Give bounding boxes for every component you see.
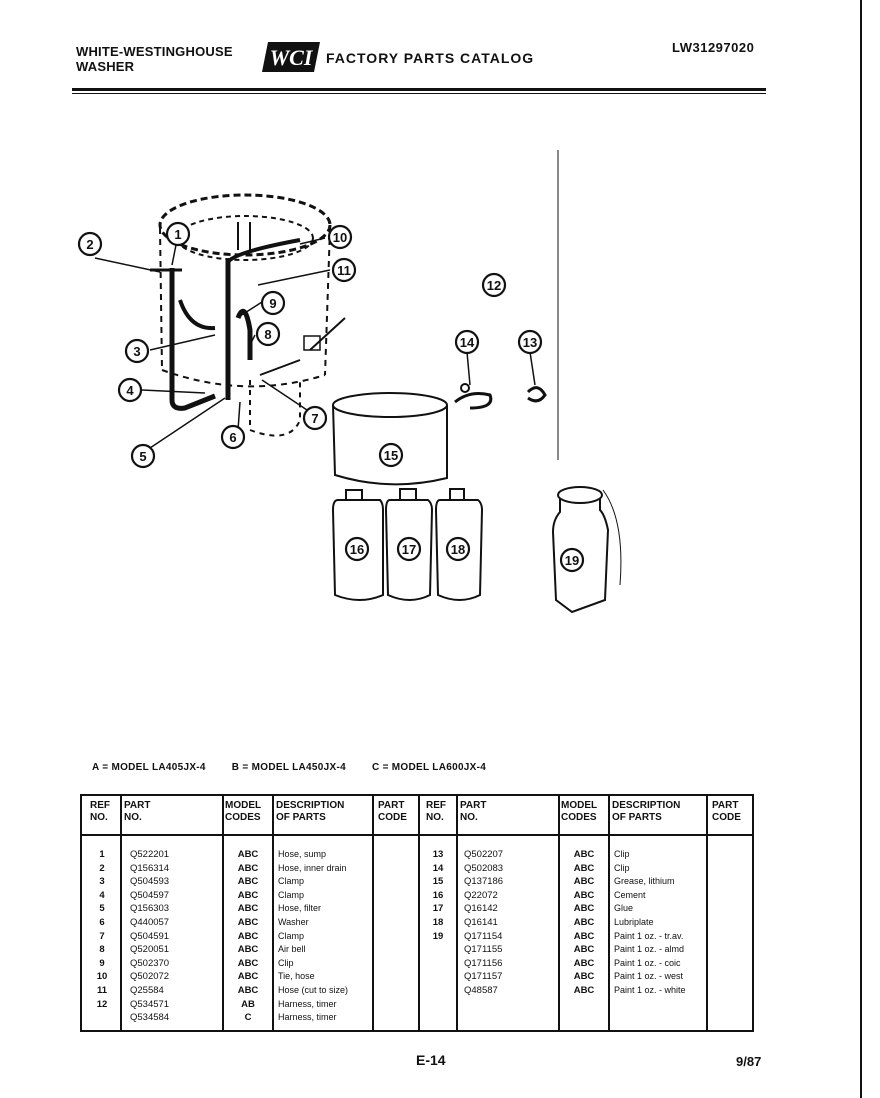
- svg-text:8: 8: [264, 327, 272, 342]
- svg-text:12: 12: [486, 278, 502, 293]
- model-code-column-2: [564, 848, 604, 998]
- desc-cell: Grease, lithium: [614, 876, 675, 887]
- part-cell: Q156314: [130, 862, 170, 874]
- svg-text:6: 6: [229, 430, 237, 445]
- model-cell: ABC: [573, 957, 595, 969]
- desc-cell: Paint 1 oz. - coic: [614, 957, 681, 968]
- part-cell: Q25584: [130, 984, 164, 996]
- model-cell: ABC: [237, 889, 259, 901]
- model-cell: ABC: [573, 849, 595, 860]
- callout-8: [257, 323, 279, 345]
- model-cell: ABC: [237, 984, 259, 996]
- ref-cell: 10: [96, 971, 108, 983]
- ref-cell: 15: [432, 876, 444, 888]
- callout-17: [398, 538, 420, 560]
- desc-cell: Clip: [614, 849, 630, 859]
- ref-cell: 13: [432, 849, 444, 860]
- part-cell: Q522201: [130, 849, 170, 860]
- part-cell: Q171154: [464, 930, 503, 942]
- callout-16: [346, 538, 368, 560]
- model-cell: ABC: [237, 876, 259, 888]
- part-cell: Q48587: [464, 984, 498, 996]
- header-part-no: PART NO.: [124, 800, 151, 823]
- svg-text:7: 7: [311, 411, 319, 426]
- logo-text: WCI: [269, 45, 313, 70]
- ref-cell: 16: [432, 889, 444, 901]
- model-cell: ABC: [237, 903, 259, 915]
- part-cell: Q504597: [130, 889, 170, 901]
- part-cell: Q534584: [130, 1012, 170, 1024]
- model-cell: ABC: [573, 916, 595, 928]
- ref-column: [88, 848, 116, 1025]
- callout-7: [304, 407, 326, 429]
- svg-text:16: 16: [349, 542, 365, 557]
- part-cell: Q137186: [464, 876, 504, 888]
- part-cell: Q440057: [130, 916, 170, 928]
- desc-cell: Clamp: [278, 876, 305, 887]
- description-column: [278, 848, 348, 1025]
- part-cell: Q520051: [130, 944, 170, 956]
- wci-logo-icon: [262, 40, 322, 74]
- ref-cell: 14: [432, 862, 444, 874]
- model-cell: ABC: [573, 984, 595, 996]
- parts-diagram: [60, 140, 660, 620]
- model-cell: ABC: [573, 971, 595, 983]
- model-cell: ABC: [573, 944, 595, 956]
- callout-19: [561, 549, 583, 571]
- svg-text:13: 13: [522, 335, 538, 350]
- ref-cell: 9: [99, 957, 105, 969]
- ref-column-2: [424, 848, 452, 943]
- desc-cell: Harness, timer: [278, 998, 337, 1009]
- callout-13: [519, 331, 541, 353]
- part-cell: Q534571: [130, 998, 170, 1010]
- callout-15: [380, 444, 402, 466]
- header-model-codes-2: MODEL CODES: [561, 800, 598, 823]
- header-description-2: DESCRIPTION OF PARTS: [612, 800, 681, 823]
- ref-cell: 4: [99, 889, 105, 901]
- part-cell: Q502072: [130, 971, 170, 983]
- ref-cell: 12: [96, 998, 108, 1010]
- ref-cell: 17: [432, 903, 444, 915]
- svg-text:10: 10: [332, 230, 348, 245]
- desc-cell: Tie, hose: [278, 971, 315, 982]
- part-cell: Q171157: [464, 971, 503, 983]
- model-cell: ABC: [573, 930, 595, 942]
- ref-cell: 1: [99, 849, 105, 860]
- desc-cell: Hose, inner drain: [278, 862, 347, 873]
- ref-cell: 3: [99, 876, 105, 888]
- model-cell: ABC: [573, 862, 595, 874]
- svg-text:9: 9: [269, 296, 277, 311]
- model-cell: ABC: [573, 876, 595, 888]
- model-cell: C: [244, 1012, 252, 1024]
- model-b: B = MODEL LA450JX-4: [231, 762, 346, 773]
- model-cell: ABC: [237, 971, 259, 983]
- revision-date: 9/87: [736, 1054, 762, 1069]
- callout-10: [329, 226, 351, 248]
- ref-cell: 8: [99, 944, 105, 956]
- model-code-column: [228, 848, 268, 1025]
- desc-cell: Paint 1 oz. - almd: [614, 944, 685, 955]
- ref-cell: 5: [99, 903, 105, 915]
- callout-5: [132, 445, 154, 467]
- header-model-codes: MODEL CODES: [225, 800, 262, 823]
- callout-12: [483, 274, 505, 296]
- callout-4: [119, 379, 141, 401]
- desc-cell: Cement: [614, 889, 646, 900]
- ref-cell: 7: [99, 930, 105, 942]
- model-cell: ABC: [237, 930, 259, 942]
- part-cell: Q502370: [130, 957, 170, 969]
- part-cell: Q171155: [464, 944, 503, 956]
- header-rule: [72, 88, 766, 91]
- part-cell: Q502083: [464, 862, 504, 874]
- model-cell: ABC: [573, 903, 595, 915]
- ref-cell: 18: [432, 916, 444, 928]
- model-cell: ABC: [237, 944, 259, 956]
- model-a: A = MODEL LA405JX-4: [92, 762, 206, 773]
- part-cell: Q16141: [464, 916, 498, 928]
- parts-table: [80, 794, 754, 1032]
- desc-cell: Clip: [614, 862, 630, 873]
- svg-text:4: 4: [126, 383, 134, 398]
- page-number: E-14: [416, 1052, 446, 1068]
- table-header-rule: [82, 834, 752, 836]
- catalog-title: FACTORY PARTS CATALOG: [326, 50, 535, 66]
- model-cell: ABC: [573, 889, 595, 901]
- document-number: LW31297020: [672, 40, 755, 55]
- part-number-column: [130, 848, 169, 1025]
- ref-cell: 6: [99, 916, 105, 928]
- header-part-code: PART CODE: [378, 800, 407, 823]
- svg-text:15: 15: [383, 448, 399, 463]
- callout-3: [126, 340, 148, 362]
- callout-1: [167, 223, 189, 245]
- ref-cell: 2: [99, 862, 105, 874]
- desc-cell: Washer: [278, 916, 309, 927]
- model-cell: ABC: [237, 849, 259, 860]
- header-part-no-2: PART NO.: [460, 800, 487, 823]
- model-cell: ABC: [237, 862, 259, 874]
- part-cell: Q171156: [464, 957, 503, 969]
- svg-text:3: 3: [133, 344, 141, 359]
- model-legend: [92, 762, 486, 773]
- callout-18: [447, 538, 469, 560]
- description-column-2: [614, 848, 686, 998]
- desc-cell: Clamp: [278, 930, 305, 941]
- callout-6: [222, 426, 244, 448]
- desc-cell: Paint 1 oz. - white: [614, 984, 686, 995]
- part-cell: Q22072: [464, 889, 498, 901]
- desc-cell: Clip: [278, 957, 294, 968]
- svg-text:1: 1: [174, 227, 182, 242]
- ref-cell: 11: [96, 984, 108, 996]
- svg-text:2: 2: [86, 237, 94, 252]
- desc-cell: Hose, sump: [278, 849, 327, 859]
- svg-text:18: 18: [450, 542, 466, 557]
- header-ref: REF NO.: [90, 800, 110, 823]
- part-cell: Q502207: [464, 849, 504, 860]
- desc-cell: Hose (cut to size): [278, 984, 349, 995]
- page-edge-line: [860, 0, 862, 1098]
- part-cell: Q156303: [130, 903, 170, 915]
- part-number-column-2: [464, 848, 503, 998]
- desc-cell: Paint 1 oz. - tr.av.: [614, 930, 684, 941]
- desc-cell: Lubriplate: [614, 916, 654, 927]
- header-description: DESCRIPTION OF PARTS: [276, 800, 345, 823]
- desc-cell: Air bell: [278, 944, 306, 955]
- ref-cell: 19: [432, 930, 444, 942]
- svg-text:11: 11: [337, 263, 351, 278]
- svg-text:17: 17: [401, 542, 417, 557]
- svg-text:14: 14: [459, 335, 475, 350]
- model-cell: ABC: [237, 957, 259, 969]
- svg-text:5: 5: [139, 449, 147, 464]
- callout-14: [456, 331, 478, 353]
- model-cell: ABC: [237, 916, 259, 928]
- desc-cell: Hose, filter: [278, 903, 322, 914]
- callout-11: [333, 259, 355, 281]
- svg-text:19: 19: [564, 553, 580, 568]
- callout-9: [262, 292, 284, 314]
- part-cell: Q504593: [130, 876, 170, 888]
- product-type: WASHER: [76, 59, 135, 74]
- model-c: C = MODEL LA600JX-4: [371, 762, 487, 773]
- desc-cell: Paint 1 oz. - west: [614, 971, 684, 982]
- desc-cell: Glue: [614, 903, 634, 914]
- desc-cell: Clamp: [278, 889, 305, 900]
- header-part-code-2: PART CODE: [712, 800, 741, 823]
- part-cell: Q16142: [464, 903, 498, 915]
- callout-2: [79, 233, 101, 255]
- brand-name: WHITE-WESTINGHOUSE: [76, 44, 233, 59]
- brand-block: [76, 44, 233, 74]
- desc-cell: Harness, timer: [278, 1012, 337, 1023]
- header-rule-thin: [72, 93, 766, 94]
- header-ref-2: REF NO.: [426, 800, 446, 823]
- model-cell: AB: [241, 998, 255, 1010]
- ref-cell: [88, 1011, 116, 1025]
- part-cell: Q504591: [130, 930, 170, 942]
